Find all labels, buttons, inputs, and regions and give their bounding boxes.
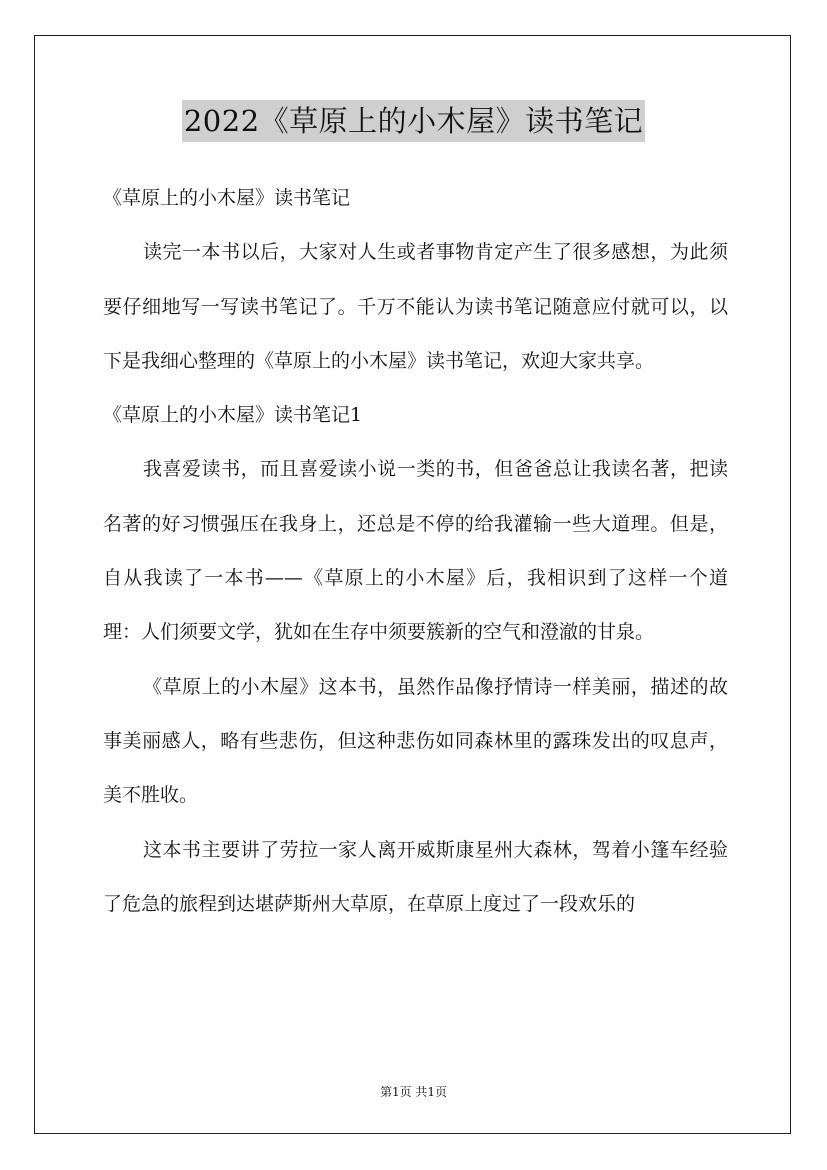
body-paragraph: 这本书主要讲了劳拉一家人离开威斯康星州大森林，驾着小篷车经验了危急的旅程到达堪萨斯州大草原，在草原上度过了一段欢乐的 [103,838,728,915]
section-heading: 《草原上的小木屋》读书笔记 [103,187,351,209]
body-paragraph: 读完一本书以后，大家对人生或者事物肯定产生了很多感想，为此须要仔细地写一写读书笔记了。千万不能认为读书笔记随意应付就可以，以下是我细心整理的《草原上的小木屋》读书笔记，欢迎大家共享。 [103,241,728,372]
page-number-label: 第1页 共1页 [379,1085,448,1099]
body-paragraph: 我喜爱读书，而且喜爱读小说一类的书，但爸爸总让我读名著，把读名著的好习惯强压在我身上，还总是不停的给我灌输一些大道理。但是，自从我读了一本书——《草原上的小木屋》后，我相识到了这样一个道理：人们须要文学，犹如在生存中须要簇新的空气和澄澈的甘泉。 [103,458,728,644]
document-title: 2022《草原上的小木屋》读书笔记 [182,100,645,142]
title-wrap [0,100,827,142]
document-body [103,171,728,931]
body-paragraph: 《草原上的小木屋》这本书，虽然作品像抒情诗一样美丽，描述的故事美丽感人，略有些悲伤，但这种悲伤如同森林里的露珠发出的叹息声，美不胜收。 [103,675,728,807]
section-heading: 《草原上的小木屋》读书笔记1 [103,404,363,427]
page-footer [0,1083,827,1100]
